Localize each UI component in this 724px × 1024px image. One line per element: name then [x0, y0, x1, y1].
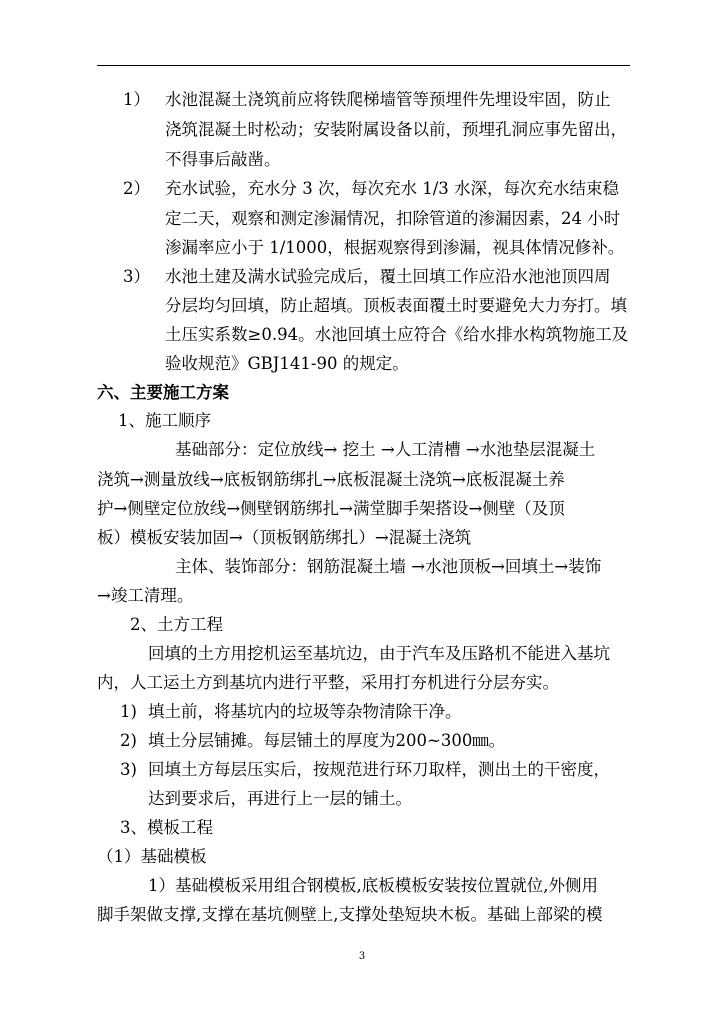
- item-text-line: 浇筑混凝土时松动；安装附属设备以前，预埋孔洞应事先留出，: [165, 120, 627, 139]
- item-number: 3）: [123, 267, 150, 286]
- item-text-line: 渗漏率应小于 1/1000，根据观察得到渗漏，视具体情况修补。: [165, 238, 625, 257]
- item-text-line: 填土前，将基坑内的垃圾等杂物清除干净。: [148, 702, 462, 721]
- item-number: 2): [120, 731, 137, 750]
- paragraph-line: 回填的土方用挖机运至基坑边，由于汽车及压路机不能进入基坑: [148, 644, 610, 663]
- paragraph-line: 板）模板安装加固→（顶板钢筋绑扎）→混凝土浇筑: [97, 528, 472, 547]
- paragraph-line: 护→侧壁定位放线→侧壁钢筋绑扎→满堂脚手架搭设→侧壁（及顶: [97, 499, 565, 518]
- item-text-line: 回填土方每层压实后，按规范进行环刀取样，测出土的干密度，: [148, 760, 610, 779]
- item-text-line: 水池土建及满水试验完成后，覆土回填工作应沿水池池顶四周: [165, 267, 611, 286]
- item-text-line: 不得事后敲凿。: [165, 150, 281, 169]
- paragraph-line: 1）基础模板采用组合钢模板,底板模板安装按位置就位,外侧用: [148, 876, 598, 895]
- item-text-line: 填土分层铺摊。每层铺土的厚度为200~300㎜。: [148, 731, 506, 750]
- item-number: 1): [120, 702, 137, 721]
- item-number: 2）: [123, 179, 150, 198]
- page-number: 3: [358, 951, 366, 962]
- paragraph-line: 脚手架做支撑,支撑在基坑侧壁上,支撑处垫短块木板。基础上部梁的模: [97, 905, 603, 924]
- item-text-line: 达到要求后，再进行上一层的铺土。: [148, 789, 412, 808]
- item-text-line: 水池混凝土浇筑前应将铁爬梯墙管等预埋件先埋设牢固，防止: [165, 90, 611, 109]
- paragraph-line: 主体、装饰部分：钢筋混凝土墙 →水池顶板→回填土→装饰: [175, 557, 602, 576]
- subsection-title: 2、土方工程: [130, 615, 223, 634]
- header-rule: [97, 65, 630, 66]
- item-text-line: 分层均匀回填，防止超填。顶板表面覆土时要避免大力夯打。填: [165, 296, 627, 315]
- subsection-title: 1、施工顺序: [118, 411, 211, 430]
- item-number: 1）: [123, 90, 150, 109]
- item-number: 3): [120, 760, 137, 779]
- item-text-line: 验收规范》GBJ141-90 的规定。: [165, 354, 409, 373]
- item-text-line: 定二天，观察和测定渗漏情况，扣除管道的渗漏因素，24 小时: [165, 209, 621, 228]
- item-text-line: 土压实系数≥0.94。水池回填土应符合《给水排水构筑物施工及: [165, 325, 629, 344]
- subsection-subtitle: （1）基础模板: [97, 847, 207, 866]
- subsection-title: 3、模板工程: [120, 818, 213, 837]
- paragraph-line: 内，人工运土方到基坑内进行平整，采用打夯机进行分层夯实。: [97, 673, 559, 692]
- section-heading: 六、主要施工方案: [97, 383, 229, 402]
- item-text-line: 充水试验，充水分 3 次，每次充水 1/3 水深，每次充水结束稳: [165, 179, 620, 198]
- paragraph-line: 基础部分：定位放线→ 挖土 →人工清槽 →水池垫层混凝土: [175, 440, 596, 459]
- paragraph-line: →竣工清理。: [97, 586, 194, 605]
- paragraph-line: 浇筑→测量放线→底板钢筋绑扎→底板混凝土浇筑→底板混凝土养: [97, 470, 565, 489]
